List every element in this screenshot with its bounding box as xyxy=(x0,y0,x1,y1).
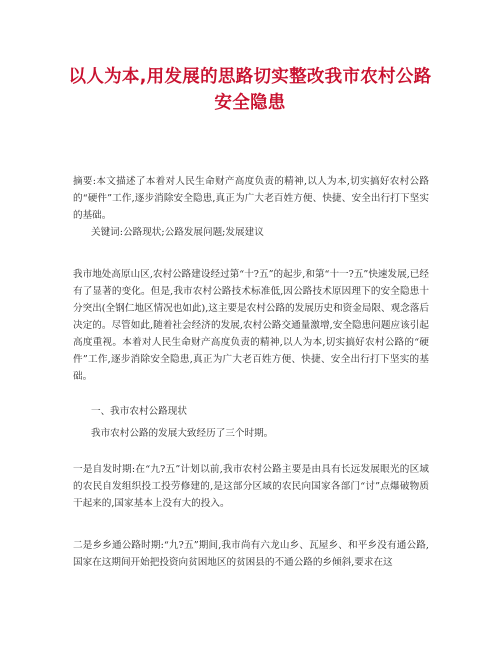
section-intro-paragraph: 我市农村公路的发展大致经历了三个时期。 xyxy=(91,428,274,439)
body-paragraph-background: 我市地处高原山区,农村公路建设经过第“十?五”的起步,和第“十一?五”快速发展,已经有了显著的变化。但是,我市农村公路技术标准低,因公路技术原因理下的安全隐患十分突出(全钢仁地区情况也如此),这主要是农村公路的发展历史和资金局限、观念落后决定的。尽管如此,随着社会经济的发展,农村公路交通量激增,安全隐患问题应该引起高度重视。本着对人民生命财产高度负责的精神,以人为本,切实搞好农村公路的“硬件”工作,逐步消除安全隐患,真正为广大老百姓方便、快捷、安全出行打下坚实的基础。 xyxy=(73,269,429,382)
abstract-paragraph: 摘要:本文描述了本着对人民生命财产高度负责的精神,以人为本,切实搞好农村公路的“硬件”工作,逐步消除安全隐患,真正为广大老百姓方便、快捷、安全出行打下坚实的基础。 xyxy=(73,176,429,221)
body-paragraph-spontaneous-period: 一是自发时期:在“九?五”计划以前,我市农村公路主要是由具有长远发展眼光的区域的农民自发组织投工投劳修建的,是这部分区域的农民向国家各部门“讨”点爆破物质干起来的,国家基本上没有大的投入。 xyxy=(73,464,429,509)
section-heading-status: 一、我市农村公路现状 xyxy=(91,406,187,417)
document-title: 以人为本,用发展的思路切实整改我市农村公路安全隐患 xyxy=(68,67,432,113)
body-paragraph-township-road-period: 二是乡乡通公路时期:“九?五”期间,我市尚有六龙山乡、瓦屋乡、和平乡没有通公路,国家在这期间开始把投资向贫困地区的贫困县的不通公路的乡倾斜,要求在这 xyxy=(73,540,429,568)
keywords-line: 关键词:公路现状;公路发展问题;发展建议 xyxy=(91,227,264,238)
